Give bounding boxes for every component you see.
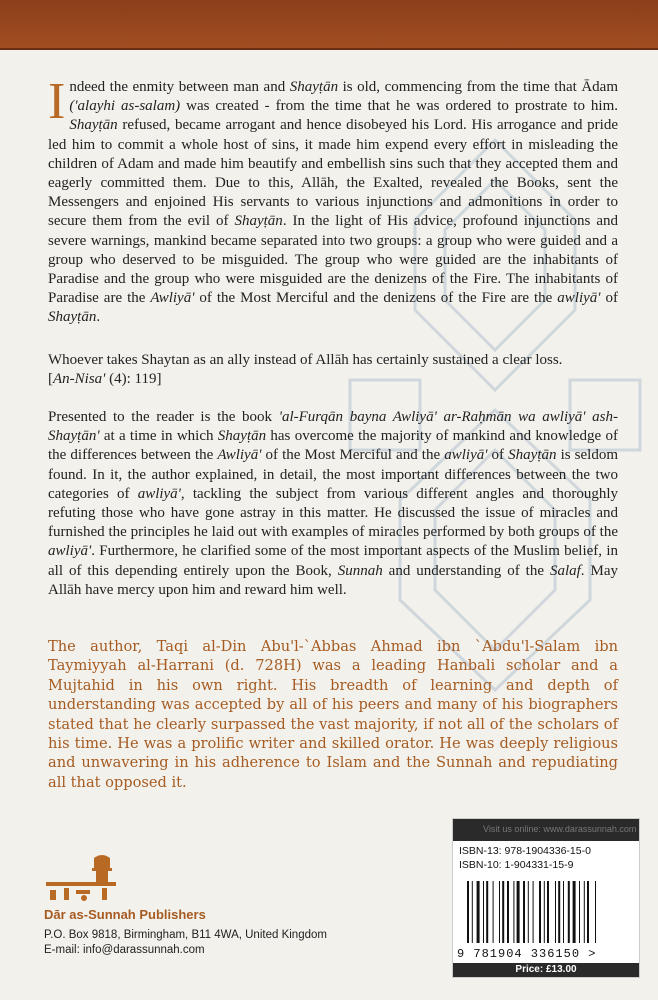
publisher-address: P.O. Box 9818, Birmingham, B11 4WA, United Kingdom xyxy=(44,929,327,941)
publisher-name: Dār as-Sunnah Publishers xyxy=(44,907,206,922)
intro-text-2: is old, commencing from the time that Ādam xyxy=(338,79,618,95)
book-awliya-3: awliyā' xyxy=(137,485,181,502)
intro-awliya-1: Awliyā' xyxy=(150,290,195,307)
logo-text: دار السنة xyxy=(79,902,83,903)
author-bio: The author, Taqi al-Din Abu'l-`Abbas Ahmad ibn `Abdu'l-Salam ibn Taymiyyah al-Harrani (d. 728H) was a leading Hanbali scholar and a Mujtahid in his own right. His breadth of learning and depth of understanding was accepted by all of his peers and many of his biographers stated that he clearly surpassed the vast majority, if not all of the scholars of his time. He was a prolific writer and skilled orator. He was deeply religious and unwavering in his adherence to Islam and the Sunnah and repudiating all that opposed it. xyxy=(48,638,618,791)
book-text-9: and understanding of the xyxy=(382,562,550,579)
book-shaytan-1: Shayṭān xyxy=(217,428,267,445)
quran-text: Whoever takes Shaytan as an ally instead of Allāh has certainly sustained a clear loss. xyxy=(48,351,563,368)
book-awliya-2: awliyā' xyxy=(444,447,488,464)
price-label: Price: £13.00 xyxy=(453,963,639,977)
intro-alayhi: ('alayhi as-salam) xyxy=(69,98,181,115)
intro-text-3: was created - from the time that he was ordered to prostrate to him. xyxy=(180,98,618,115)
quran-ref-open: [ xyxy=(48,370,53,387)
book-awliya-4: awliyā' xyxy=(48,543,92,560)
publisher-email: E-mail: info@darassunnah.com xyxy=(44,944,205,956)
book-text-10: . May Allāh have mercy upon him and reward him well. xyxy=(48,562,618,598)
barcode-number: 9 781904 336150 > xyxy=(457,947,597,961)
book-salaf: Salaf xyxy=(549,562,581,579)
quran-quote xyxy=(48,351,618,389)
intro-paragraph xyxy=(48,73,618,328)
book-text-8: . Furthermore, he clarified some of the most important aspects of the Muslim belief, in all of this depending entirely upon the Book, xyxy=(48,543,618,579)
book-text-3: has overcome the majority of mankind and knowledge of the differences between the xyxy=(48,428,618,464)
book-shaytan-2: Shayṭān xyxy=(508,447,557,464)
intro-awliya-2: awliyā' xyxy=(557,290,601,307)
drop-cap: I xyxy=(48,73,66,130)
top-color-band xyxy=(0,0,658,50)
isbn-10: ISBN-10: 1-904331-15-9 xyxy=(459,859,574,871)
intro-text-4: refused, became arrogant and hence disobeyed his Lord. His arrogance and pride led him to commit a whole host of sins, it made him expend every effort in misleading the children of Adam and made him beautify and embellish sins such that they accepted them and eagerly committed them. Due to this, Allāh, the Exalted, revealed the Books, sent the Messengers and enjoined His servants to various injunctions and admonitions in order to secure them from the evil of xyxy=(48,117,618,230)
description-text xyxy=(48,73,619,600)
publisher-info xyxy=(44,907,327,958)
book-title: 'al-Furqān bayna Awliyā' ar-Raḥmān wa awliyā' ash-Shayṭān' xyxy=(48,409,619,445)
intro-text-6: of the Most Merciful and the denizens of the Fire are the xyxy=(194,290,558,307)
barcode-bars xyxy=(465,881,631,949)
quran-ref-name: An-Nisa' xyxy=(53,370,106,387)
book-paragraph xyxy=(48,408,618,600)
book-text-4: of the Most Merciful and the xyxy=(261,447,445,464)
publisher-logo xyxy=(36,852,126,904)
intro-text-end: . xyxy=(96,309,101,326)
intro-shaytan-2: Shayṭān xyxy=(69,117,118,134)
intro-shaytan-1: Shayṭān xyxy=(289,79,339,95)
intro-shaytan-4: Shayṭān xyxy=(48,309,97,326)
intro-text-1: ndeed the enmity between man and xyxy=(69,79,290,95)
intro-shaytan-3: Shayṭān xyxy=(234,213,283,230)
quran-ref-rest: (4): 119] xyxy=(105,370,162,387)
barcode-panel xyxy=(452,818,640,978)
book-awliya-1: Awliyā' xyxy=(217,447,262,464)
isbn-13: ISBN-13: 978-1904336-15-0 xyxy=(459,845,591,857)
book-text-7: , tackling the subject from various different angles and thoroughly refuting those who have gone astray in this matter. He discussed the issue of miracles and furnished the principles he laid out with examples of miracles performed by both groups of the xyxy=(48,485,619,541)
book-text-1: Presented to the reader is the book xyxy=(48,409,279,426)
book-text-6: is seldom found. In it, the author explained, in detail, the most important differences between the two categories of xyxy=(48,447,619,502)
book-text-5: of xyxy=(487,447,509,464)
barcode-header-text: Visit us online: www.darassunnah.com xyxy=(483,824,637,834)
book-text-2: at a time in which xyxy=(99,428,218,445)
book-sunnah: Sunnah xyxy=(337,562,383,579)
barcode-header xyxy=(453,819,639,841)
intro-text-7: of xyxy=(600,290,618,307)
intro-text-5: . In the light of His advice, profound injunctions and severe warnings, mankind became separated into two groups: a group who were guided and a group who deserved to be misguided. The group who were guided are the inhabitants of Paradise and the group who were misguided are the denizens of the Fire. The inhabitants of Paradise are the xyxy=(48,213,618,307)
